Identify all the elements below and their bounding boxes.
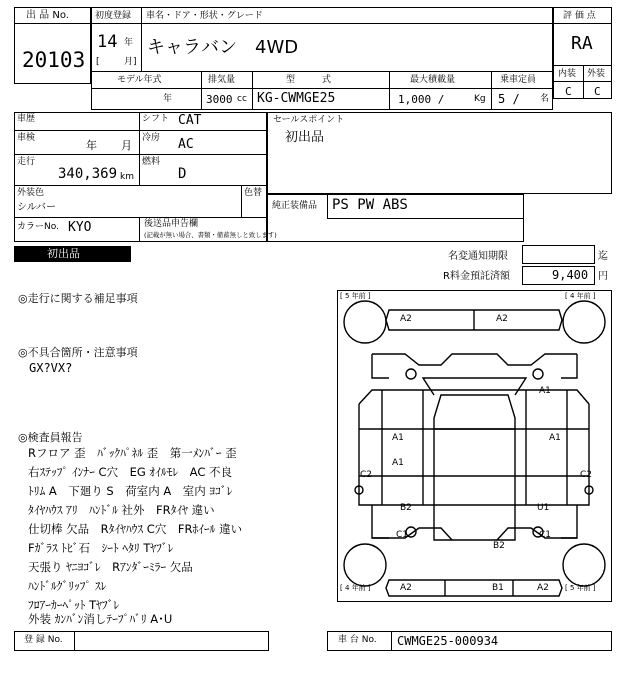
- mark-top-a2-left: A2: [400, 314, 412, 324]
- exterior-label: 外装: [587, 69, 606, 79]
- inspector-line: ﾄﾘﾑ A 下廻り S 荷室内 A 室内 ﾖｺﾞﾚ: [28, 484, 233, 498]
- mileage-label: 走行: [17, 157, 36, 167]
- displacement-unit: cc: [237, 94, 247, 104]
- first-reg-year: 14: [97, 32, 118, 52]
- recycle-unit: 円: [598, 271, 608, 282]
- rating: RA: [571, 33, 593, 54]
- fuel-value: D: [178, 166, 187, 182]
- sales-point-label: セールスポイント: [273, 115, 345, 125]
- first-reg-month-open: [: [96, 57, 100, 67]
- first-reg-month: 月]: [124, 57, 137, 67]
- displacement: 3000: [206, 93, 233, 106]
- displacement-label: 排気量: [208, 75, 236, 85]
- ac-label: 冷房: [142, 133, 161, 143]
- max-load-label: 最大積載量: [410, 75, 456, 85]
- defects-label: ◎不具合箇所・注意事項: [18, 346, 138, 359]
- mark-right-c2: C2: [580, 470, 593, 480]
- title-notice-label: 名変通知期限: [448, 251, 508, 262]
- model-label: 型 式: [286, 75, 332, 85]
- inspector-line: 仕切棒 欠品 Rﾀｲﾔﾊｳｽ C穴 FRﾎｲｰﾙ 違い: [28, 522, 243, 536]
- mark-bottom-a2-left: A2: [400, 583, 412, 593]
- shift-label: シフト: [142, 114, 170, 124]
- color-change-label: 色替: [244, 188, 263, 198]
- wheel-front-left-icon: [344, 301, 386, 343]
- aftermarket-label: 後送品申告欄: [144, 219, 199, 229]
- mark-center-left-a1-2: A1: [392, 458, 404, 468]
- chassis-label: 車 台 No.: [338, 635, 377, 645]
- mark-left-c2: C2: [360, 470, 373, 480]
- history-label: 車歴: [17, 114, 36, 124]
- mileage-unit: km: [120, 172, 134, 182]
- inspector-line: 右ｽﾃｯﾌﾟ ｲﾝﾅｰ C穴 EG ｵｲﾙﾓﾚ AC 不良: [28, 465, 233, 479]
- title-notice-unit: 迄: [598, 251, 608, 262]
- wheel-rear-right-icon: [563, 544, 605, 586]
- inspection-label: 車検: [17, 133, 36, 143]
- car-name: キャラバン 4WD: [147, 37, 299, 58]
- mark-center-left-a1: A1: [392, 433, 404, 443]
- exterior-color: シルバー: [17, 202, 57, 213]
- mark-left-c1: C1: [396, 530, 409, 540]
- title-notice-box: [522, 245, 595, 264]
- inspector-line: ﾌﾛｱｰｶｰﾍﾟｯﾄ Tﾔﾌﾞﾚ: [28, 598, 120, 612]
- lot-number-label: 出 品 No.: [26, 10, 69, 21]
- model-year-label: モデル年式: [117, 75, 162, 85]
- corner-tl: [ 5 年前 ]: [340, 292, 371, 300]
- rating-label: 評 価 点: [563, 11, 596, 21]
- color-no-label: カラーNo.: [17, 222, 59, 232]
- inspector-line: ﾀｲﾔﾊｳｽ ｱﾘ ﾊﾝﾄﾞﾙ 社外 FRﾀｲﾔ 違い: [28, 503, 215, 517]
- mark-center-b2: B2: [493, 541, 505, 551]
- inspector-line: Fｶﾞﾗｽ ﾄﾋﾞ石 ｼｰﾄ ﾍﾀﾘ Tﾔﾌﾞﾚ: [28, 541, 174, 555]
- mark-right-c1: C1: [539, 530, 552, 540]
- ac-value: AC: [178, 137, 194, 152]
- model-year-unit: 年: [163, 94, 173, 104]
- car-name-label: 車名・ドア・形状・グレード: [146, 11, 263, 21]
- corner-bl: [ 4 年前 ]: [340, 584, 371, 592]
- chassis-number: CWMGE25-000934: [397, 634, 499, 648]
- mark-top-a2-right: A2: [496, 314, 508, 324]
- wheel-rear-left-icon: [344, 544, 386, 586]
- inspection-year-unit: 年: [86, 139, 97, 152]
- exterior-color-label: 外装色: [17, 188, 45, 198]
- mileage-value: 340,369: [58, 166, 118, 182]
- model-code: KG-CWMGE25: [257, 91, 336, 106]
- damage-diagram: [337, 290, 612, 602]
- capacity: 5 /: [498, 92, 520, 106]
- lot-number: 20103: [22, 48, 86, 72]
- defects-text: GX?VX?: [29, 361, 73, 375]
- shift-value: CAT: [178, 113, 202, 128]
- inspector-line: 天張り ﾔﾆﾖｺﾞﾚ Rｱﾝﾀﾞｰﾐﾗｰ 欠品: [28, 560, 193, 574]
- mark-left-b2: B2: [400, 503, 412, 513]
- wheel-front-right-icon: [563, 301, 605, 343]
- driving-notes-label: ◎走行に関する補足事項: [18, 292, 138, 305]
- recycle-label: R料金預託済額: [443, 271, 510, 282]
- mark-bottom-b1: B1: [492, 583, 504, 593]
- registration-label: 登 録 No.: [24, 635, 63, 645]
- capacity-unit: 名: [540, 94, 550, 104]
- inspection-month-unit: 月: [121, 139, 132, 152]
- equipment-label: 純正装備品: [272, 201, 318, 211]
- mark-bottom-a2-right: A2: [537, 583, 549, 593]
- first-reg-year-unit: 年: [124, 38, 134, 48]
- max-load-unit: Kg: [474, 94, 486, 104]
- capacity-label: 乗車定員: [500, 75, 537, 85]
- aftermarket-note: (記載が無い場合、書類・備蓄無しと致します): [144, 231, 277, 239]
- mark-right-a1: A1: [539, 386, 551, 396]
- recycle-value: 9,400: [552, 268, 589, 282]
- inspector-line: 外装 ｶﾝﾊﾞﾝ消しﾃｰﾌﾟﾊﾞﾘ A･U: [28, 612, 173, 626]
- first-listing-badge-text: 初出品: [47, 247, 80, 260]
- corner-br: [ 5 年前 ]: [565, 584, 596, 592]
- max-load: 1,000 /: [398, 93, 445, 106]
- equipment: PS PW ABS: [332, 197, 408, 213]
- sales-point: 初出品: [285, 130, 325, 145]
- mark-center-right-a1: A1: [549, 433, 561, 443]
- inspector-line: ﾊﾝﾄﾞﾙｸﾞﾘｯﾌﾟ ｽﾚ: [28, 579, 107, 593]
- corner-tr: [ 4 年前 ]: [565, 292, 596, 300]
- color-no: KYO: [68, 220, 92, 235]
- interior-label: 内装: [558, 69, 577, 79]
- interior-grade: C: [565, 85, 572, 98]
- inspector-label: ◎検査員報告: [18, 431, 83, 444]
- mark-right-u1: U1: [537, 503, 550, 513]
- first-reg-label: 初度登録: [95, 11, 132, 21]
- fuel-label: 燃料: [142, 157, 161, 167]
- inspector-line: Rフロア 歪 ﾊﾞｯｸﾊﾟﾈﾙ 歪 第一ﾒﾝﾊﾞｰ 歪: [28, 446, 237, 460]
- exterior-grade: C: [594, 85, 601, 98]
